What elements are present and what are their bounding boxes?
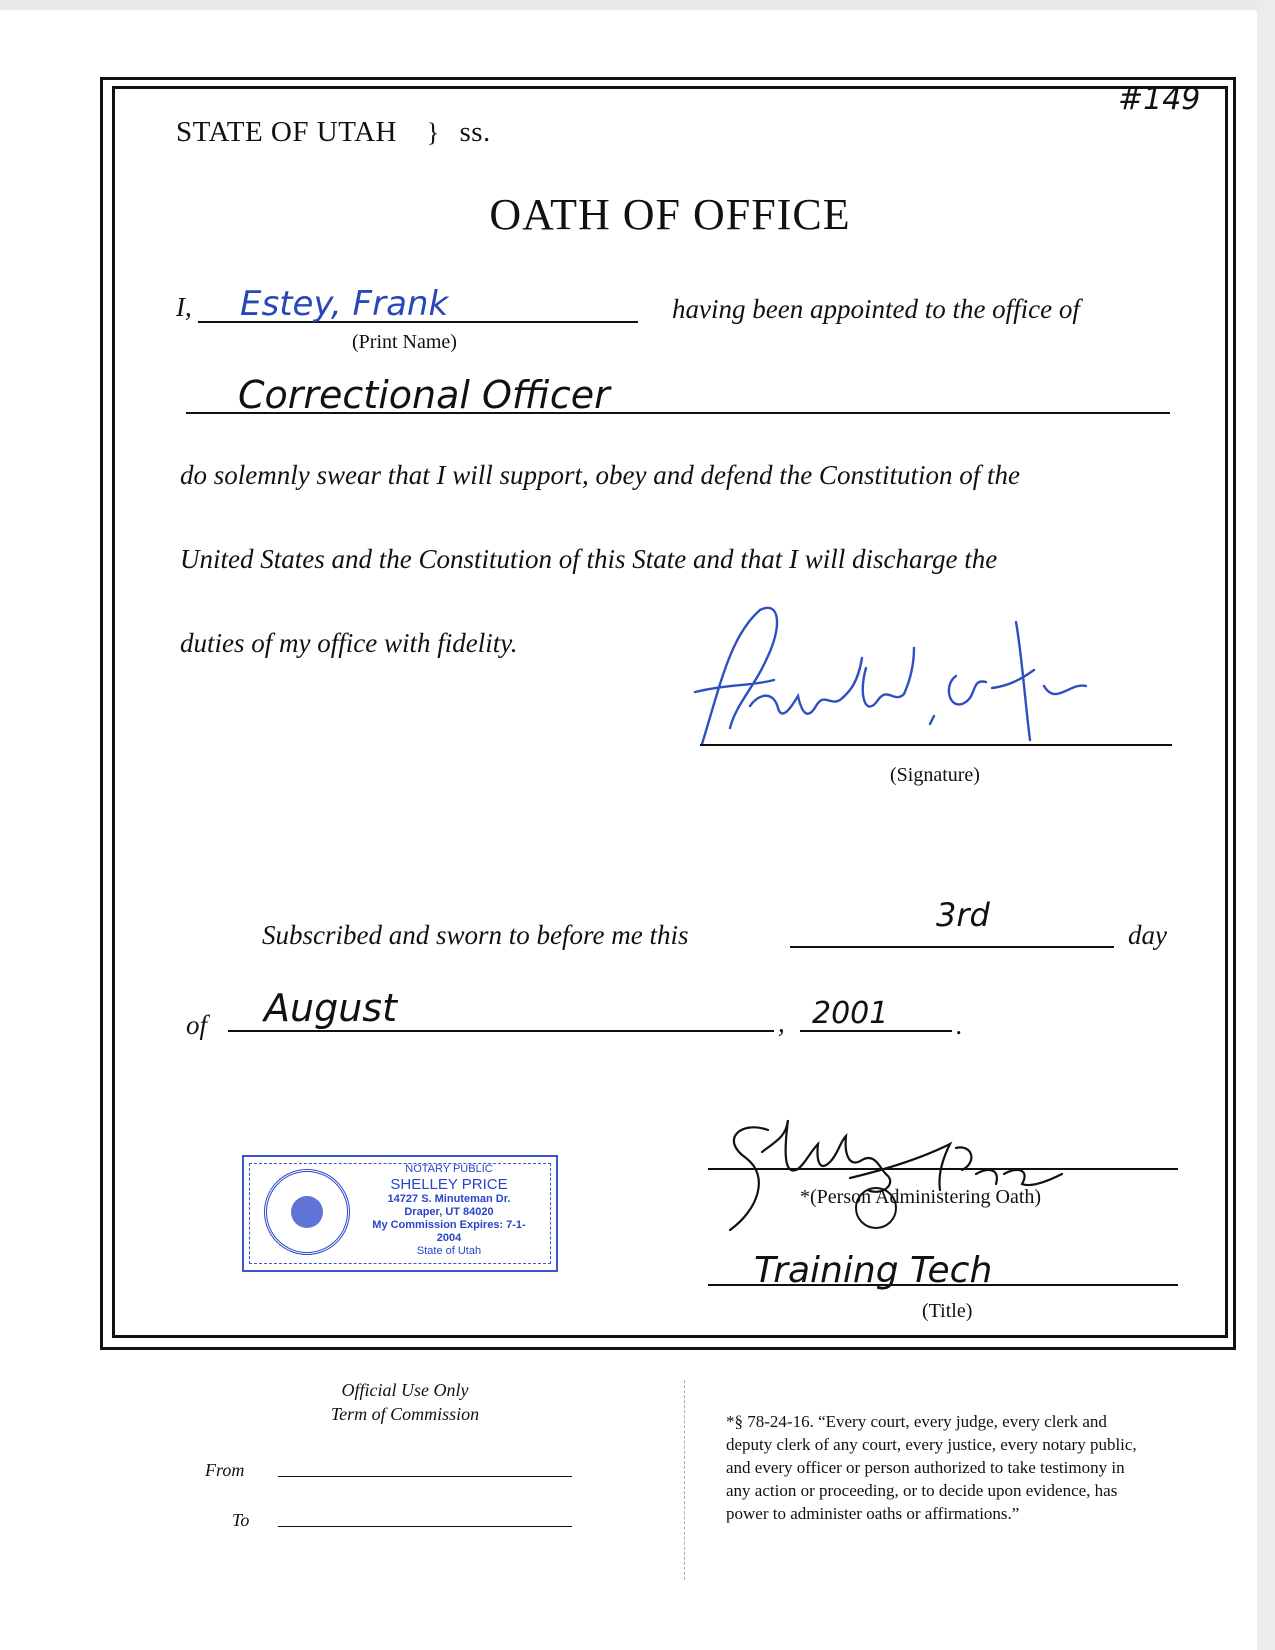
- stamp-line-2: SHELLEY PRICE: [390, 1176, 508, 1193]
- title-value: Training Tech: [754, 1250, 993, 1291]
- title-caption: (Title): [922, 1300, 973, 1322]
- oath-line-2: United States and the Constitution of this State and that I will discharge the: [180, 544, 998, 574]
- to-label: To: [232, 1510, 250, 1530]
- venue-ss: ss.: [459, 116, 491, 148]
- official-use-label: Official Use Only: [341, 1380, 469, 1400]
- footnote-line-1: *§ 78-24-16. “Every court, every judge, every clerk and: [726, 1412, 1107, 1431]
- page-title: OATH OF OFFICE: [489, 190, 851, 239]
- from-line: [278, 1476, 572, 1477]
- venue-brace: }: [426, 118, 440, 147]
- print-name-value: Estey, Frank: [240, 284, 449, 324]
- form-number: #149: [1118, 82, 1201, 117]
- title-line: [708, 1284, 1178, 1286]
- official-use-heading: [300, 1378, 510, 1426]
- term-of-commission-label: Term of Commission: [330, 1404, 480, 1424]
- date-comma: ,: [778, 1008, 785, 1038]
- stamp-line-4: Draper, UT 84020: [404, 1206, 494, 1218]
- year-value: 2001: [812, 996, 889, 1031]
- to-line: [278, 1526, 572, 1527]
- signature-caption: (Signature): [890, 764, 980, 786]
- oath-line-3: duties of my office with fidelity.: [180, 628, 518, 658]
- stamp-line-6: State of Utah: [416, 1245, 482, 1257]
- administrator-caption: *(Person Administering Oath): [800, 1186, 1042, 1208]
- seal-emblem: [291, 1196, 323, 1228]
- day-word: day: [1128, 920, 1167, 950]
- day-value: 3rd: [936, 896, 990, 934]
- venue-line: [176, 116, 491, 149]
- date-period: .: [956, 1010, 963, 1040]
- scan-edge-right: [1257, 0, 1275, 1650]
- oath-pronoun: I,: [176, 292, 192, 322]
- state-name: STATE OF UTAH: [176, 116, 397, 148]
- print-name-caption: (Print Name): [352, 331, 457, 353]
- state-seal-icon: [264, 1169, 350, 1255]
- scan-edge-top: [0, 0, 1275, 10]
- footnote-line-2: deputy clerk of any court, every justice, every notary public,: [726, 1435, 1137, 1454]
- notary-stamp: [242, 1155, 558, 1272]
- office-line: [186, 412, 1170, 414]
- sworn-intro: Subscribed and sworn to before me this: [262, 920, 689, 950]
- appointment-text: having been appointed to the office of: [672, 294, 1080, 324]
- footnote-line-5: power to administer oaths or affirmations.”: [726, 1504, 1020, 1523]
- office-value: Correctional Officer: [238, 373, 610, 417]
- stamp-line-5: My Commission Expires: 7-1-2004: [372, 1219, 526, 1244]
- footnote-line-4: any action or proceeding, or to decide upon evidence, has: [726, 1481, 1118, 1500]
- from-label: From: [205, 1460, 245, 1480]
- statute-footnote: [726, 1410, 1137, 1525]
- stamp-line-3: 14727 S. Minuteman Dr.: [387, 1193, 511, 1205]
- section-divider: [684, 1380, 685, 1580]
- stamp-line-1: NOTARY PUBLIC: [405, 1163, 493, 1175]
- oath-line-1: do solemnly swear that I will support, obey and defend the Constitution of the: [180, 460, 1020, 490]
- of-word: of: [186, 1010, 208, 1040]
- administrator-signature: [700, 1100, 1080, 1250]
- month-line: [228, 1030, 774, 1032]
- signature-line: [700, 744, 1172, 746]
- footnote-line-3: and every officer or person authorized to take testimony in: [726, 1458, 1125, 1477]
- month-value: August: [264, 986, 397, 1030]
- administrator-signature-line: [708, 1168, 1178, 1170]
- day-line: [790, 946, 1114, 948]
- notary-stamp-text: [364, 1163, 534, 1258]
